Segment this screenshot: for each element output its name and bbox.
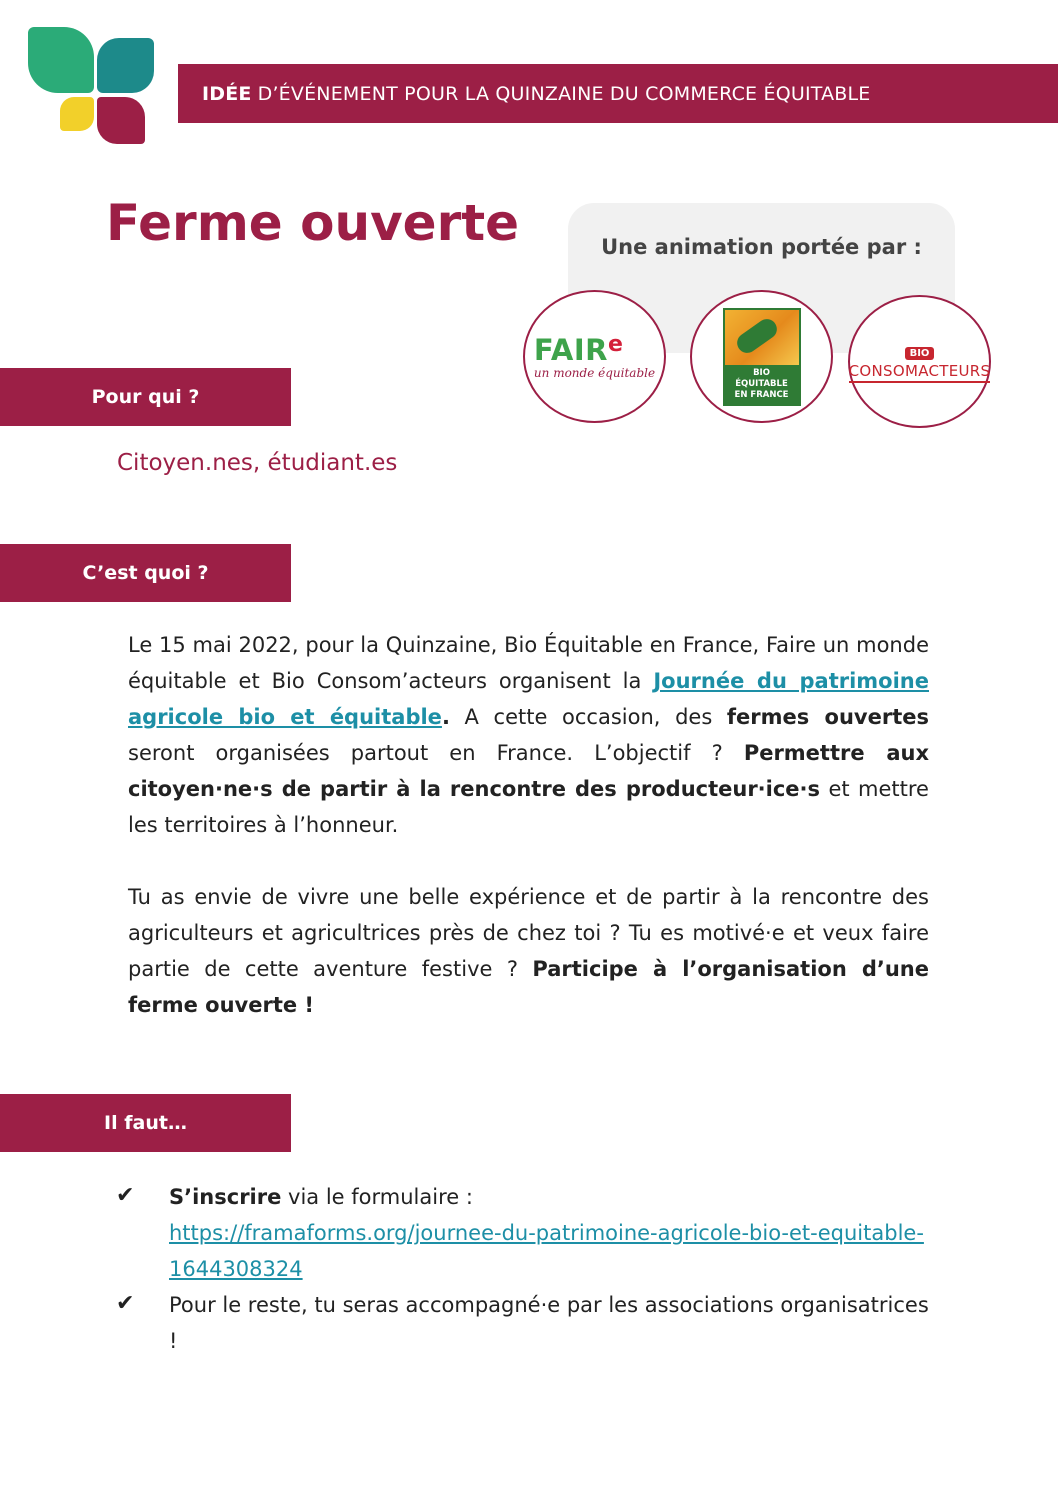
bca-wordmark: CONSOMACTEURS <box>849 362 991 383</box>
check-icon: ✔ <box>116 1291 135 1316</box>
faire-wordmark: FAIR$^e$ <box>533 331 624 367</box>
audience-text: Citoyen.nes, étudiant.es <box>117 450 398 476</box>
journee-patrimoine-link[interactable]: Journée du patrimoine agricole bio et équitable <box>128 669 929 729</box>
framaforms-link[interactable]: https://framaforms.org/journee-du-patrimoine-agricole-bio-et-equitable-1644308324 <box>169 1221 924 1281</box>
bef-line3: EN FRANCE <box>734 389 789 400</box>
partner-logo-bio-consomacteurs <box>848 295 991 428</box>
logo-petal-green <box>28 27 94 93</box>
handshake-icon <box>725 310 799 365</box>
logo-petal-teal <box>97 38 154 93</box>
section-tab-cest-quoi: C’est quoi ? <box>0 544 291 602</box>
bef-line1: BIO <box>753 367 770 378</box>
page-title: Ferme ouverte <box>106 194 520 252</box>
description-paragraph-2: Tu as envie de vivre une belle expérience et de partir à la rencontre des agriculteurs et agricultrices près de chez toi ? Tu es motivé·e et veux faire partie de cette aventure festive ? Participe à l’organisation d’une ferme ouverte ! <box>128 885 929 1017</box>
header-banner <box>178 64 1058 123</box>
description-paragraph-1: Le 15 mai 2022, pour la Quinzaine, Bio Équitable en France, Faire un monde équitable et Bio Consom’acteurs organisent la Journée du patrimoine agricole bio et équitable. A cette occasion, des fermes ouvertes seront organisées partout en France. L’objectif ? Permettre aux citoyen·ne·s de partir à la rencontre des producteur·ice·s et mettre les territoires à l’honneur. <box>128 633 929 837</box>
porteurs-label: Une animation portée par : <box>601 235 922 259</box>
section-tab-il-faut: Il faut… <box>0 1094 291 1152</box>
section-tab-pour-qui: Pour qui ? <box>0 368 291 426</box>
list-item-inscription: S’inscrire via le formulaire : https://framaforms.org/journee-du-patrimoine-agricole-bio-et-equitable-1644308324 <box>169 1185 924 1281</box>
partner-logo-bio-equitable <box>690 290 833 423</box>
check-icon: ✔ <box>116 1183 135 1208</box>
banner-bold: IDÉE <box>202 82 252 105</box>
faire-subtitle: un monde équitable <box>533 365 656 380</box>
logo-petal-yellow <box>60 97 94 131</box>
bio-equitable-badge <box>723 308 801 406</box>
list-item-accompagnement: Pour le reste, tu seras accompagné·e par les associations organisatrices ! <box>169 1293 929 1353</box>
bef-line2: ÉQUITABLE <box>735 378 788 389</box>
partner-logo-faire <box>523 290 666 423</box>
banner-text: D’ÉVÉNEMENT POUR LA QUINZAINE DU COMMERCE ÉQUITABLE <box>257 82 871 105</box>
logo-petal-wine <box>97 97 145 144</box>
bca-badge: BIO <box>905 347 935 360</box>
